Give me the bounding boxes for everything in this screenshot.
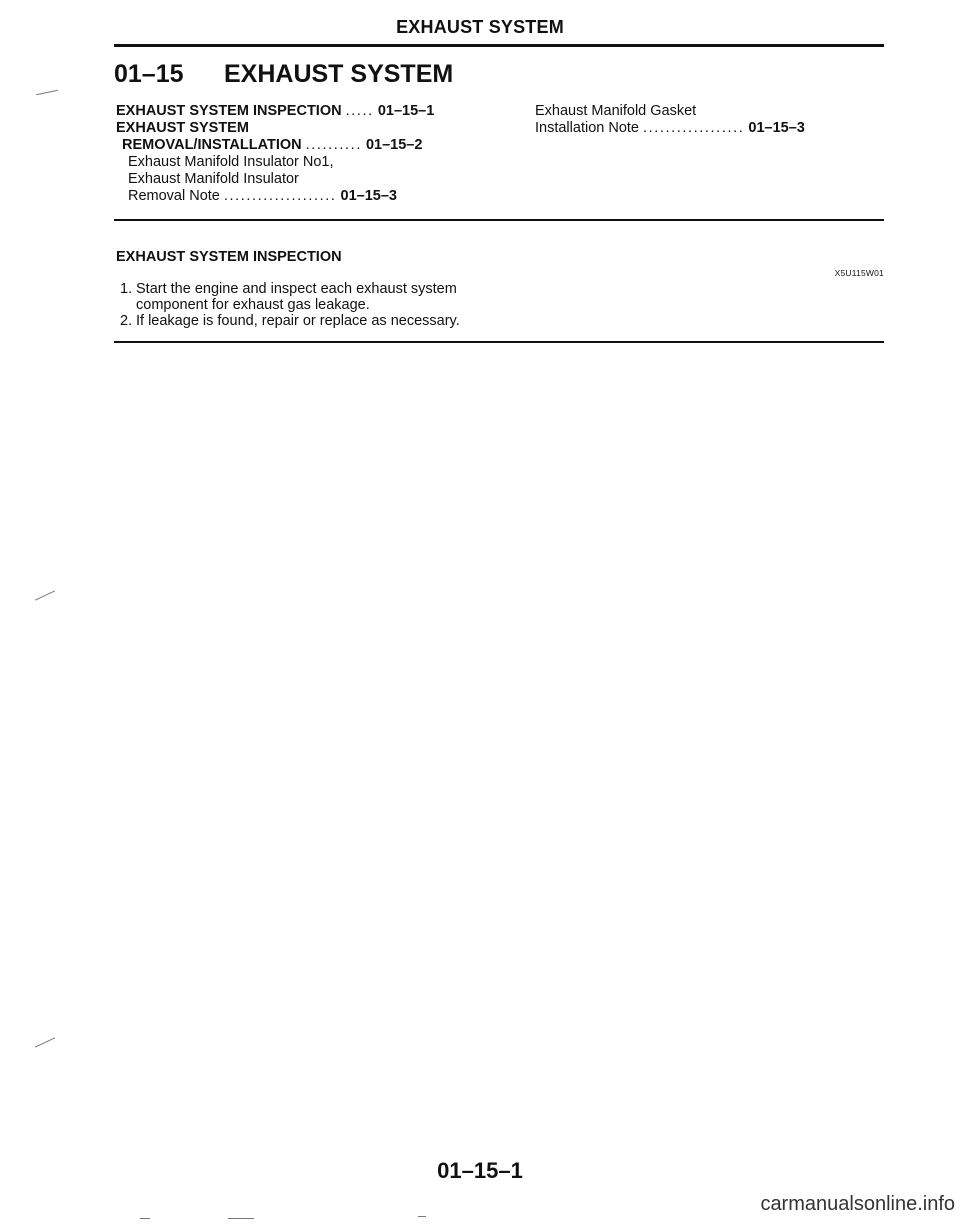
- toc-entry-text: REMOVAL/INSTALLATION: [122, 137, 302, 153]
- section-title: [114, 60, 453, 89]
- scan-mark: [35, 590, 55, 600]
- step-item: [120, 281, 520, 313]
- scan-mark: [36, 90, 58, 96]
- toc-leader: .....: [345, 103, 374, 119]
- section-divider: [114, 341, 884, 343]
- toc-entry: [535, 120, 875, 137]
- toc-entry: [116, 154, 466, 171]
- toc-leader: ....................: [223, 188, 337, 204]
- toc-entry-text: Exhaust Manifold Insulator No1,: [128, 154, 334, 170]
- step-item: [120, 313, 520, 329]
- toc-entry-text: EXHAUST SYSTEM INSPECTION: [116, 103, 342, 119]
- header-rule: [114, 44, 884, 47]
- toc-leader: ..................: [643, 120, 745, 136]
- toc-right-column: [535, 103, 875, 137]
- toc-divider: [114, 219, 884, 221]
- page-number: 01–15–1: [437, 1158, 523, 1183]
- watermark[interactable]: carmanualsonline.info: [760, 1193, 955, 1215]
- figure-code: X5U115W01: [834, 268, 884, 278]
- running-header: EXHAUST SYSTEM: [396, 17, 564, 37]
- toc-page-ref[interactable]: 01–15–1: [377, 103, 435, 119]
- toc-entry-text: Exhaust Manifold Insulator: [128, 171, 299, 187]
- toc-entry: [116, 120, 466, 137]
- section-number: 01–15: [114, 60, 184, 88]
- toc-leader: ..........: [305, 137, 362, 153]
- toc-entry-text: Exhaust Manifold Gasket: [535, 103, 697, 119]
- step-number: 1.: [120, 281, 133, 297]
- toc-page-ref[interactable]: 01–15–3: [748, 120, 805, 136]
- toc-entry: [116, 171, 466, 188]
- toc-entry: [535, 103, 875, 120]
- scan-mark: [418, 1216, 426, 1217]
- step-text: If leakage is found, repair or replace as necessary.: [136, 313, 460, 329]
- inspection-steps: [120, 281, 520, 329]
- scan-mark: [140, 1218, 150, 1219]
- toc-page-ref[interactable]: 01–15–3: [340, 188, 397, 204]
- inspection-heading: EXHAUST SYSTEM INSPECTION: [116, 249, 342, 265]
- toc-entry-text: Installation Note: [535, 120, 639, 136]
- step-text: Start the engine and inspect each exhaust system component for exhaust gas leakage.: [136, 281, 457, 313]
- toc-left-column: [116, 103, 466, 205]
- step-number: 2.: [120, 313, 133, 329]
- section-title-text: EXHAUST SYSTEM: [224, 60, 454, 88]
- toc-entry: [116, 188, 466, 205]
- toc-entry: [116, 137, 466, 154]
- toc-entry: [116, 103, 466, 120]
- toc-entry-text: EXHAUST SYSTEM: [116, 120, 249, 136]
- toc-page-ref[interactable]: 01–15–2: [365, 137, 423, 153]
- scan-mark: [228, 1218, 254, 1219]
- scan-mark: [35, 1037, 55, 1047]
- toc-entry-text: Removal Note: [128, 188, 220, 204]
